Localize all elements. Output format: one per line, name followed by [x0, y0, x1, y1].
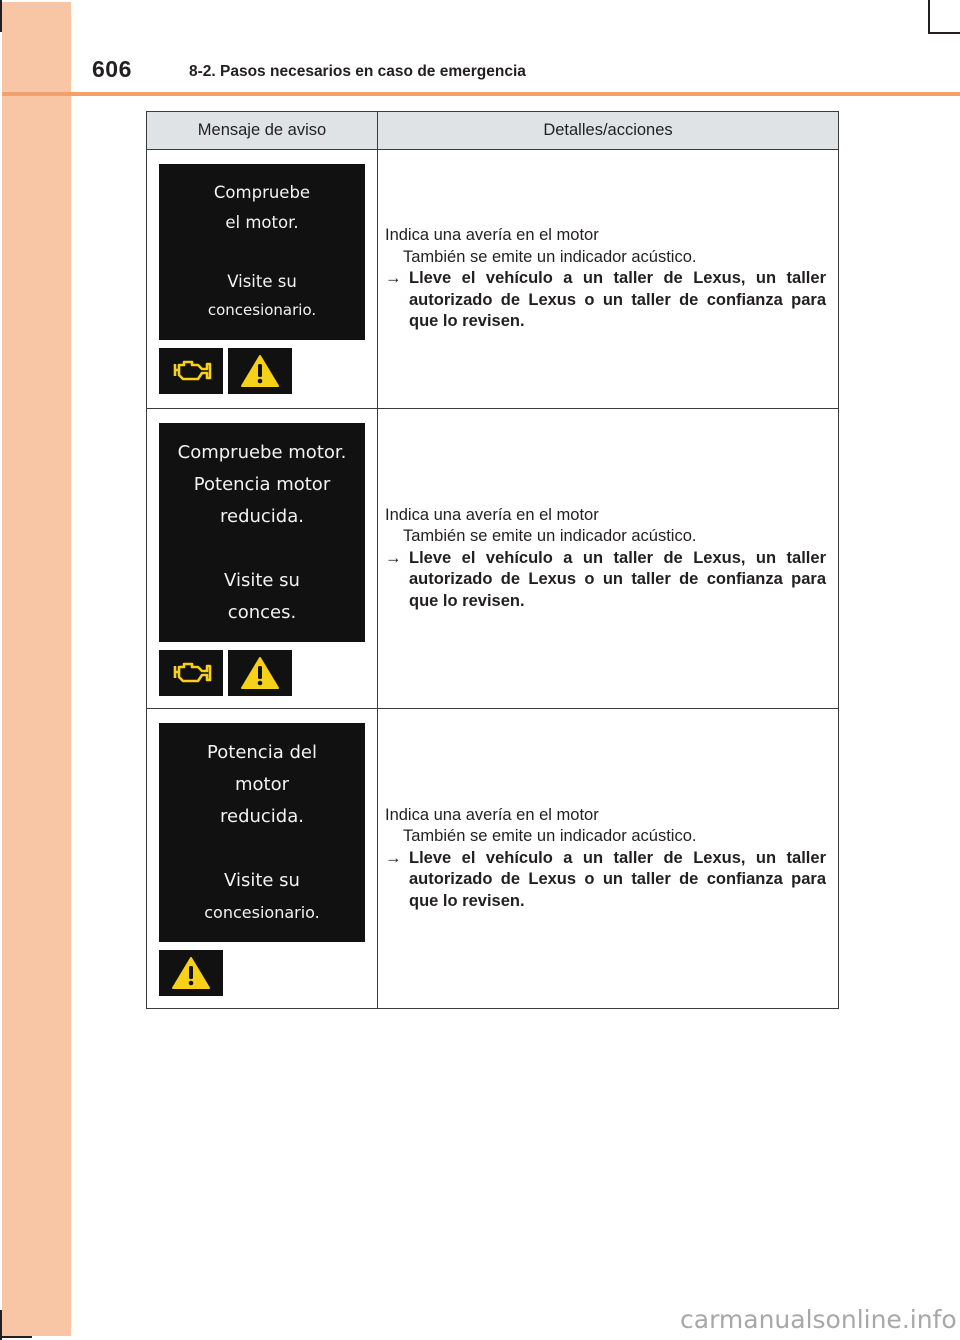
arrow-glyph: →: [385, 548, 402, 567]
action-label: Lleve el vehículo a un taller de Lexus, un taller autorizado de Lexus o un taller de confianza para que lo revisen.: [409, 548, 826, 610]
screen-line: Potencia motor: [193, 473, 331, 495]
details-cell: [378, 709, 839, 1009]
indicator-icons: [159, 348, 377, 394]
arrow-glyph: →: [385, 848, 402, 867]
screen-line-gap: [159, 833, 365, 865]
screen-line: reducida.: [220, 505, 304, 527]
detail-text: Indica una avería en el motor: [385, 226, 599, 245]
crop-mark: [0, 1310, 2, 1340]
screen-line: reducida.: [220, 805, 304, 827]
column-header-message: Mensaje de aviso: [147, 112, 378, 150]
page-number: 606: [92, 56, 132, 82]
screen-line: Compruebe motor.: [177, 441, 347, 463]
detail-text: Indica una avería en el motor: [385, 805, 599, 824]
action-label: Lleve el vehículo a un taller de Lexus, un taller autorizado de Lexus o un taller de confianza para que lo revisen.: [409, 269, 826, 331]
warning-triangle-icon: [159, 950, 223, 996]
action-text: [385, 268, 826, 333]
detail-text: Indica una avería en el motor: [385, 505, 599, 524]
crop-mark: [0, 1336, 32, 1338]
screen-line: Visite su: [224, 569, 300, 591]
section-title: 8-2. Pasos necesarios en caso de emergencia: [189, 63, 526, 80]
action-label: Lleve el vehículo a un taller de Lexus, un taller autorizado de Lexus o un taller de confianza para que lo revisen.: [409, 848, 826, 910]
watermark: carmanualsonline.info: [680, 1305, 957, 1334]
screen-line-gap: [159, 533, 365, 565]
details-cell: [378, 409, 839, 709]
check-engine-icon: [159, 348, 223, 394]
warning-message-table: [146, 111, 839, 1009]
warning-triangle-icon: [228, 348, 292, 394]
column-header-details: Detalles/acciones: [378, 112, 839, 150]
screen-line: motor: [234, 773, 290, 795]
sub-detail-text: También se emite un indicador acústico.: [403, 247, 697, 266]
screen-line: conces.: [227, 601, 297, 623]
table-row: [147, 709, 839, 1009]
indicator-icons: [159, 950, 377, 996]
table-header-row: [147, 112, 839, 150]
action-text: [385, 548, 826, 613]
check-engine-icon: [159, 650, 223, 696]
display-screen: [159, 723, 365, 942]
header-rule: [2, 92, 960, 96]
table-row: [147, 150, 839, 409]
arrow-glyph: →: [385, 269, 402, 288]
sub-detail-text: También se emite un indicador acústico.: [403, 527, 697, 546]
screen-line: el motor.: [225, 212, 299, 232]
sub-detail-text: También se emite un indicador acústico.: [403, 827, 697, 846]
table-row: [147, 409, 839, 709]
screen-line: Visite su: [224, 869, 300, 891]
message-cell: [147, 150, 378, 409]
action-text: [385, 848, 826, 913]
warning-triangle-icon: [228, 650, 292, 696]
message-cell: [147, 709, 378, 1009]
screen-line: Potencia del: [207, 741, 317, 763]
display-screen: [159, 164, 365, 340]
indicator-icons: [159, 650, 377, 696]
side-color-band: [2, 2, 71, 1336]
details-cell: [378, 150, 839, 409]
screen-line: Visite su: [227, 271, 297, 291]
screen-line: concesionario.: [204, 902, 320, 922]
display-screen: [159, 423, 365, 642]
screen-line: Compruebe: [213, 183, 311, 203]
screen-line-gap: [159, 237, 365, 267]
message-cell: [147, 409, 378, 709]
screen-line: concesionario.: [207, 301, 317, 320]
crop-mark: [0, 0, 2, 32]
crop-mark: [928, 32, 960, 34]
crop-mark: [928, 0, 930, 32]
